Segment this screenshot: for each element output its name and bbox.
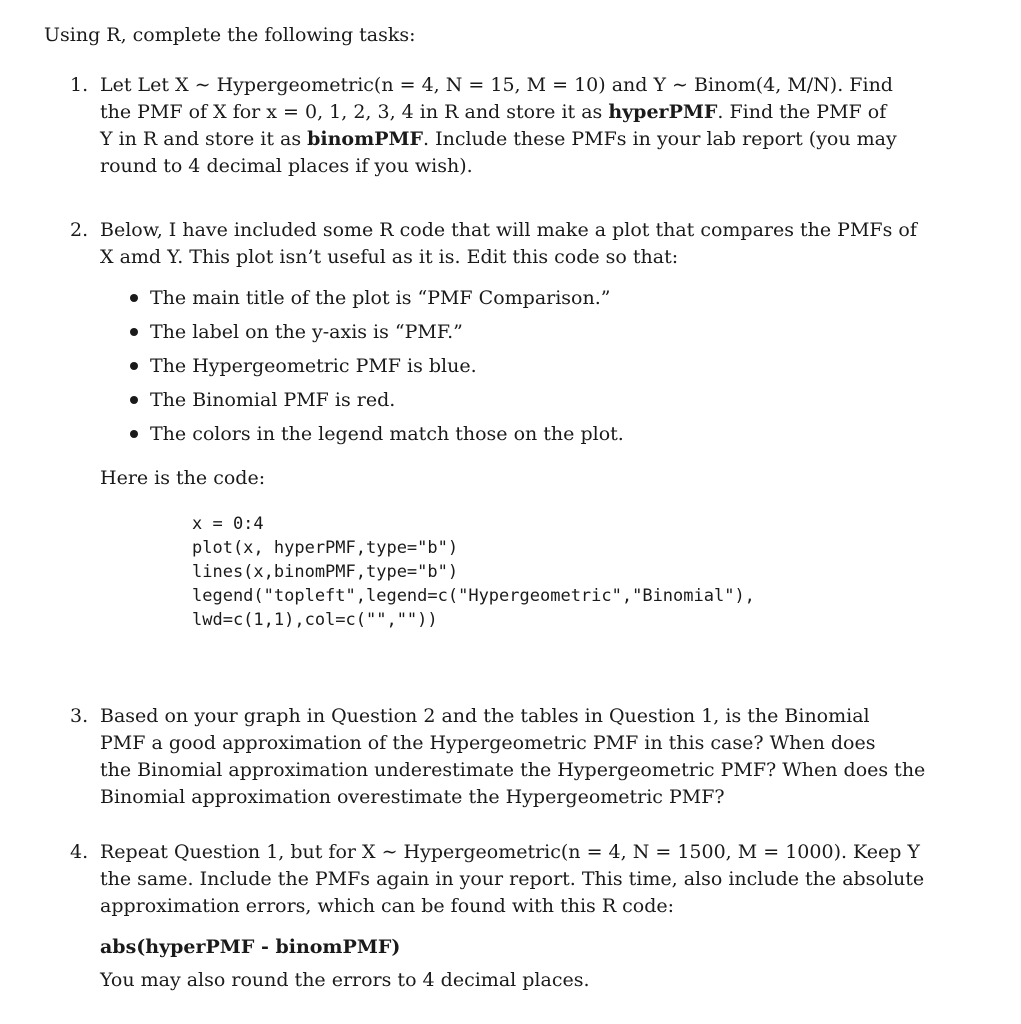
hyperpmf-term: hyperPMF: [608, 101, 718, 123]
q4-line-2: the same. Include the PMFs again in your report. This time, also include the absolute: [100, 868, 925, 890]
q3-line-1: Based on your graph in Question 2 and the tables in Question 1, is the Binomial: [100, 705, 870, 727]
binompmf-term: binomPMF: [307, 128, 424, 150]
question-body: [100, 703, 932, 811]
question-number: 1.: [70, 74, 89, 96]
list-item: The main title of the plot is “PMF Comparison.”: [128, 285, 932, 319]
requirements-list: [128, 285, 932, 455]
code-line: lines(x,binomPMF,type="b"): [192, 562, 459, 582]
rounding-note: You may also round the errors to 4 decimal places.: [100, 969, 590, 991]
abs-error-code: abs(hyperPMF - binomPMF): [100, 936, 401, 958]
q3-line-2: PMF a good approximation of the Hypergeometric PMF in this case? When does: [100, 732, 876, 754]
r-code-block: [192, 512, 932, 632]
question-number: 3.: [70, 705, 89, 727]
question-number: 4.: [70, 841, 89, 863]
q2-line-1: Below, I have included some R code that will make a plot that compares the PMFs of: [100, 219, 917, 241]
code-line: lwd=c(1,1),col=c("","")): [192, 610, 438, 630]
question-body: [100, 72, 932, 180]
code-line: x = 0:4: [192, 514, 264, 534]
list-item: The label on the y-axis is “PMF.”: [128, 319, 932, 353]
list-item: The Hypergeometric PMF is blue.: [128, 353, 932, 387]
code-intro: Here is the code:: [100, 467, 266, 489]
question-number: 2.: [70, 219, 89, 241]
q3-line-3: the Binomial approximation underestimate the Hypergeometric PMF? When does the: [100, 759, 926, 781]
q1-line-3: Y in R and store it as binomPMF. Include these PMFs in your lab report (you may: [100, 128, 897, 150]
intro-text: Using R, complete the following tasks:: [44, 24, 416, 46]
q2-line-2: X amd Y. This plot isn’t useful as it is. Edit this code so that:: [100, 246, 679, 268]
q1-line-2: the PMF of X for x = 0, 1, 2, 3, 4 in R and store it as hyperPMF. Find the PMF of: [100, 101, 887, 123]
question-2: [70, 217, 940, 632]
q1-line-4: round to 4 decimal places if you wish).: [100, 155, 473, 177]
question-body: [100, 217, 932, 632]
list-item: The colors in the legend match those on the plot.: [128, 421, 932, 455]
q3-line-4: Binomial approximation overestimate the Hypergeometric PMF?: [100, 786, 725, 808]
list-item: The Binomial PMF is red.: [128, 387, 932, 421]
code-line: plot(x, hyperPMF,type="b"): [192, 538, 459, 558]
q4-line-3: approximation errors, which can be found with this R code:: [100, 895, 675, 917]
question-1: [70, 72, 940, 180]
question-body: [100, 839, 932, 994]
code-line: legend("topleft",legend=c("Hypergeometric","Binomial"),: [192, 586, 755, 606]
question-4: [70, 839, 940, 994]
q1-line-1: Let Let X ∼ Hypergeometric(n = 4, N = 15, M = 10) and Y ∼ Binom(4, M/N). Find: [100, 74, 893, 96]
q4-line-1: Repeat Question 1, but for X ∼ Hypergeometric(n = 4, N = 1500, M = 1000). Keep Y: [100, 841, 920, 863]
question-3: [70, 703, 940, 811]
